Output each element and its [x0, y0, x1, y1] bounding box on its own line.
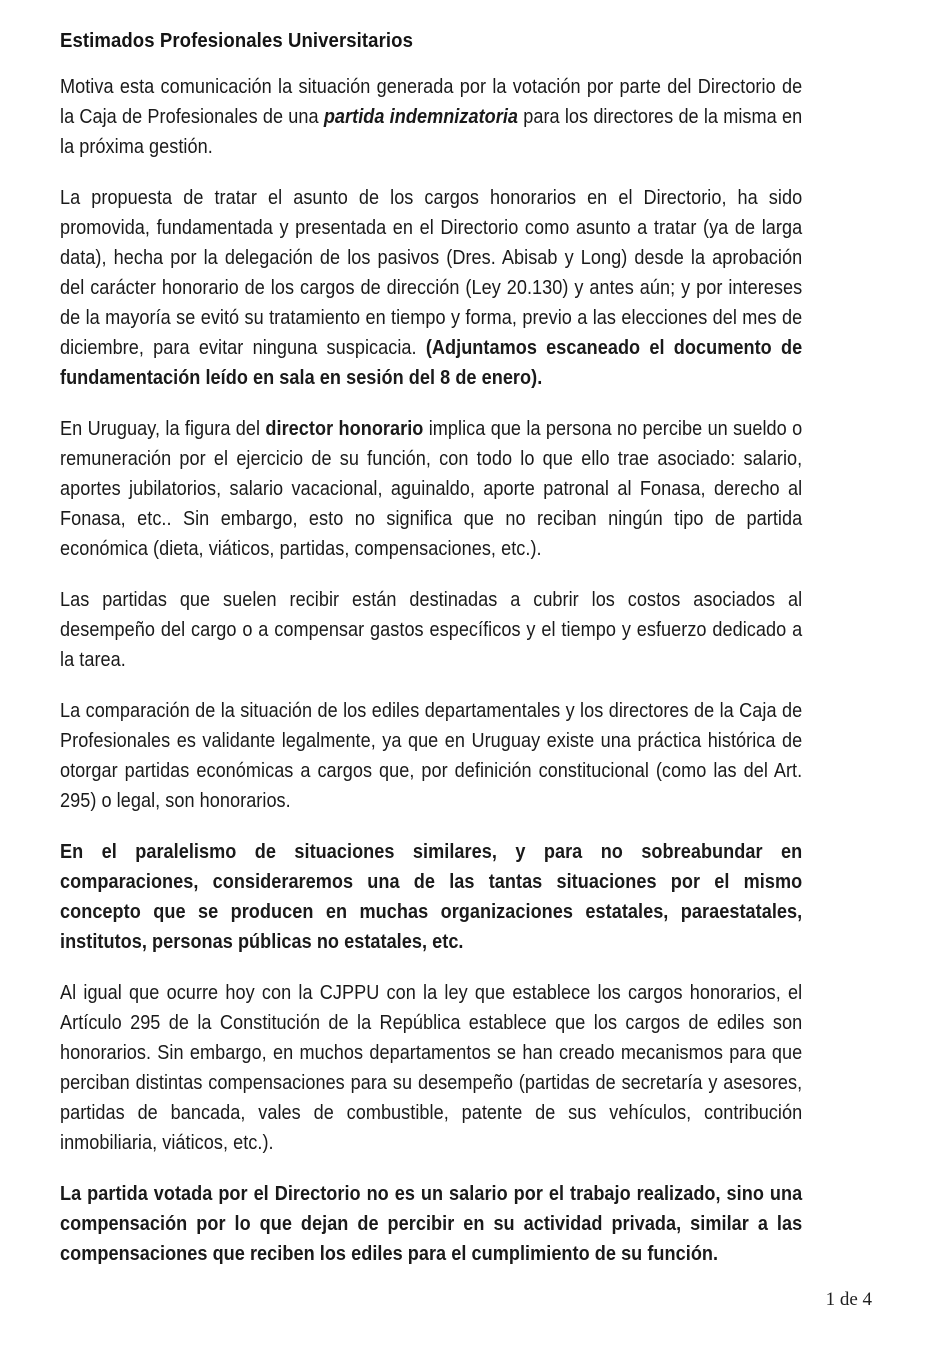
emphasis-bold: (Adjuntamos escaneado el documento de fundamentación leído en sala en sesión del 8 de enero).: [60, 337, 803, 389]
paragraph-2: [60, 183, 802, 393]
text-run: implica que la persona no percibe un sueldo o remuneración por el ejercicio de su función, con todo lo que ello trae asociado: salario, aportes jubilatorios, salario vacacional, aguinaldo, aporte patronal al Fonasa, derecho al Fonasa, etc.. Sin embargo, esto no significa que no reciban ningún tipo de partida económica (dieta, viáticos, partidas, compensaciones, etc.).: [60, 418, 803, 560]
paragraph-8: [60, 1179, 802, 1269]
text-run: La comparación de la situación de los ediles departamentales y los directores de la Caja de Profesionales es validante legalmente, ya que en Uruguay existe una práctica histórica de otorgar partidas económicas a cargos que, por definición constitucional (como las del Art. 295) o legal, son honorarios.: [60, 700, 803, 812]
text-run: La propuesta de tratar el asunto de los cargos honorarios en el Directorio, ha sido promovida, fundamentada y presentada en el Directorio como asunto a tratar (ya de larga data), hecha por la delegación de los pasivos (Dres. Abisab y Long) desde la aprobación del carácter honorario de los cargos de dirección (Ley 20.130) y antes aún; y por intereses de la mayoría se evitó su tratamiento en tiempo y forma, previo a las elecciones del mes de diciembre, para evitar ninguna suspicacia.: [60, 187, 803, 359]
emphasis-bold: director honorario: [265, 418, 424, 440]
paragraph-5: [60, 696, 802, 816]
emphasis-bold: La partida votada por el Directorio no es un salario por el trabajo realizado, sino una compensación por lo que dejan de percibir en su actividad privada, similar a las compensaciones que reciben los ediles para el cumplimiento de su función.: [60, 1183, 803, 1265]
page-footer: [60, 1288, 872, 1312]
document-body: [60, 26, 872, 1269]
paragraph-1: [60, 72, 802, 162]
paragraph-4: [60, 585, 802, 675]
paragraph-7: [60, 978, 802, 1158]
page-title: Estimados Profesionales Universitarios: [60, 29, 413, 52]
paragraph-6: [60, 837, 802, 957]
text-column: [60, 26, 802, 1269]
text-run: En Uruguay, la figura del: [60, 418, 266, 440]
emphasis-bold-italic: partida indemnizatoria: [323, 106, 519, 128]
text-run: Las partidas que suelen recibir están destinadas a cubrir los costos asociados al desempeño del cargo o a compensar gastos específicos y el tiempo y esfuerzo dedicado a la tarea.: [60, 589, 803, 671]
text-run: Al igual que ocurre hoy con la CJPPU con la ley que establece los cargos honorarios, el Artículo 295 de la Constitución de la República establece que los cargos de ediles son honorarios. Sin embargo, en muchos departamentos se han creado mecanismos para que perciban distintas compensaciones para su desempeño (partidas de secretaría y asesores, partidas de bancada, vales de combustible, patente de sus vehículos, contribución inmobiliaria, viáticos, etc.).: [60, 982, 803, 1154]
page-number-indicator: 1 de 4: [825, 1289, 872, 1310]
text-run: Motiva esta comunicación la situación generada por la votación por parte del Directorio de la Caja de Profesionales de una: [60, 76, 803, 128]
paragraph-3: [60, 414, 802, 564]
emphasis-bold: En el paralelismo de situaciones similares, y para no sobreabundar en comparaciones, consideraremos una de las tantas situaciones por el mismo concepto que se producen en muchas organizaciones estatales, paraestatales, institutos, personas públicas no estatales, etc.: [60, 841, 803, 953]
text-run: para los directores de la misma en la próxima gestión.: [60, 106, 803, 158]
